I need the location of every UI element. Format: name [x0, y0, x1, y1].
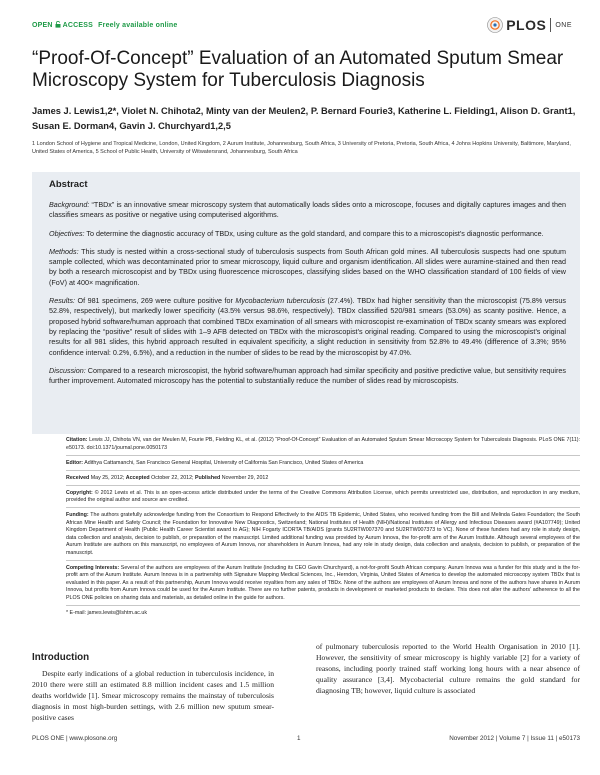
- open-label: OPEN: [32, 22, 53, 29]
- copyright: [66, 490, 580, 505]
- plos-wordmark: PLOS: [506, 17, 547, 33]
- competing-text: Several of the authors are employees of the Aurum Institute (including its CEO Gavin Churchyard), a not-for-profit South African company. Aurum Innova was a funder for this study and is the for-profit arm of the Aurum Institute. Aurum Innova is in a partnership with Signature Mapping Medical Sciences, Inc., Herndon, Virginia, United States of America to develop the automated microscopy system TBDx that is evaluated in this paper. As a result of this partnership, Aurum Innova would receive royalties from any sales of TBDx. None of the authors are employees of Aurum Innova and none of the authors have shares in Aurum Innova, but profits from Aurum Innova could be used for the Aurum Institute. There are no further patents, products in development or marketed products to declare. This does not alter the authors’ adherence to all the PLOS ONE policies on sharing data and materials, as detailed online in the guide for authors.: [66, 564, 580, 601]
- methods-text: This study is nested within a cross-sectional study of tuberculosis suspects from South African gold mines. All tuberculosis suspects had one sputum sample collected, which was decontaminated prior to smear microscopy, liquid culture and organism identification. All slides were auramine-stained and then read by both a research microscopist and by TBDx using fluorescence microscopes, classifying slides based on the WHO classification standard of 100 fields of view (FoV) at 400× magnification.: [49, 246, 566, 287]
- footer-issue: November 2012 | Volume 7 | Issue 11 | e50173: [449, 735, 580, 742]
- access-label: ACCESS: [62, 22, 94, 29]
- affiliations: 1 London School of Hygiene and Tropical Medicine, London, United Kingdom, 2 Aurum Institute, Johannesburg, South Africa, 3 University of Pretoria, Pretoria, South Africa, 4 Johns Hopkins University, Baltimore, Maryland, United States of America, 5 School of Public Health, University of Witwatersrand, Johannesburg, South Africa: [32, 141, 571, 156]
- editor-label: Editor:: [66, 459, 84, 466]
- discussion-text: Compared to a research microscopist, the hybrid software/human approach had similar specificity and positive predictive value, but sensitivity requires further improvement. Automated microscopy has the potential to substantially reduce the number of slides read by microscopists.: [49, 365, 566, 386]
- published-date: November 29, 2012: [220, 474, 269, 481]
- plos-circle-icon: [487, 17, 503, 33]
- background-text: “TBDx” is an innovative smear microscopy system that automatically loads slides onto a microscope, focuses and digitally captures images and then classifies smears as positive or negative using computerised algorithms.: [49, 200, 566, 220]
- objectives-label: Objectives:: [49, 228, 85, 238]
- discussion-label: Discussion:: [49, 365, 86, 375]
- background-label: Background:: [49, 200, 90, 209]
- author-list: James J. Lewis1,2*, Violet N. Chihota2, Minty van der Meulen2, P. Bernard Fourie3, Katherine L. Fielding1, Alison D. Grant1, Susan E. Dorman4, Gavin J. Churchyard1,2,5: [32, 106, 576, 131]
- species-name: Mycobacterium tuberculosis: [235, 296, 325, 306]
- abstract-objectives: [49, 229, 566, 239]
- results-text-a: Of 981 specimens, 269 were culture positive for: [74, 296, 236, 306]
- copyright-text: © 2012 Lewis et al. This is an open-access article distributed under the terms of the Creative Commons Attribution License, which permits unrestricted use, distribution, and reproduction in any medium, provided the original author and source are credited.: [66, 489, 580, 503]
- divider: [66, 470, 580, 471]
- citation-text: Lewis JJ, Chihota VN, van der Meulen M, Fourie PB, Fielding KL, et al. (2012) “Proof-Of-Concept” Evaluation of an Automated Sputum Smear Microscopy System for Tuberculosis Diagnosis. PLoS ONE 7(11): e50173. doi:10.1371/journal.pone.0050173: [66, 437, 580, 451]
- abstract-heading: Abstract: [49, 179, 88, 190]
- abstract-results: [49, 296, 566, 358]
- abstract-box: [32, 172, 580, 434]
- freely-available-label: Freely available online: [98, 22, 178, 29]
- accepted-label: Accepted: [125, 474, 150, 481]
- page-footer: [32, 735, 580, 745]
- received-date: May 25, 2012;: [89, 474, 126, 481]
- editor-text: Adithya Cattamanchi, San Francisco General Hospital, University of California San Francisco, United States of America: [83, 459, 364, 466]
- accepted-date: October 22, 2012;: [149, 474, 195, 481]
- footer-journal: PLOS ONE | www.plosone.org: [32, 735, 118, 742]
- open-lock-icon: [55, 21, 61, 28]
- citation: [66, 437, 580, 452]
- intro-column-left: Despite early indications of a global reduction in tuberculosis incidence, in 2010 there were still an estimated 8.8 million incident cases and 1.5 million deaths worldwide [1]. Smear microscopy remains the mainstay of tuberculosis diagnosis in most high-burden settings, with 2.6 million new sputum smear-positive cases: [32, 669, 274, 722]
- divider: [66, 485, 580, 486]
- open-access-banner: [32, 21, 177, 29]
- published-label: Published: [194, 474, 221, 481]
- divider: [66, 605, 580, 606]
- dates: [66, 475, 580, 483]
- citation-label: Citation:: [66, 437, 88, 443]
- page-number: 1: [297, 735, 301, 742]
- journal-header: [32, 16, 572, 36]
- received-label: Received: [66, 474, 90, 481]
- results-label: Results:: [49, 296, 75, 306]
- methods-label: Methods:: [49, 246, 79, 256]
- article-metadata: [66, 437, 580, 620]
- results-text-b: (27.4%). TBDx had higher sensitivity than the microscopist (75.8% versus 52.8%, respectively), but markedly lower specificity (43.5% versus 98.6%, respectively). TBDx classified 520/981 smears (53.0%) as scanty positive. Hence, a proposed hybrid software/human approach that combined TBDx examination of all smears with microscopist re-examination of TBDx scanty smears was explored by replacing the “positive” result of slides with 1–9 AFB detected on TBDx with the microscopist’s original reading. Compared to using the microscopist’s original results for all 981 slides, this hybrid approach resulted in equivalent specificity, a slight reduction in sensitivity from 52.8% to 49.4% (difference of 3.3%; 95% confidence interval: 0.2%, 6.5%), and a reduction in the number of slides to be read by the microscopist by 47.0%.: [49, 296, 566, 357]
- abstract-discussion: [49, 366, 566, 387]
- introduction-heading: Introduction: [32, 652, 90, 663]
- competing-interests: [66, 565, 580, 603]
- plos-one-logo: [487, 16, 572, 34]
- funding-text: The authors gratefully acknowledge funding from the Consortium to Respond Effectively to the AIDS TB Epidemic, United States, who received funding from the Bill and Melinda Gates Foundation; the South African Mine Health and Safety Council; the Foundation for Innovative New Diagnostics, Switzerland; National Institutes of Health (NIH)/National Institutes of Allergy and Infectious Diseases award (#A107749); United Kingdom Department of Health (Public Health Career Scientist award to AG); NIH Fogarty ICORTA TB/AIDS (grants 5U2RTW007370 and 5U2RTW007373 to VC). None of these funders had any role in study design, data collection and analysis, decision to publish, or preparation of the manuscript. Limited additional funding was provided by Aurum Innova, the for-profit arm of the Aurum Institute. Although several employees of the Aurum Institute are authors on this manuscript, no employees of Aurum Innova, nor shareholders in Aurum Innova, had any role in study design, data collection and analysis, decision to publish, or preparation of the manuscript.: [66, 512, 580, 556]
- article-title: “Proof-Of-Concept” Evaluation of an Automated Sputum Smear Microscopy System for Tuberculosis Diagnosis: [32, 48, 564, 91]
- intro-column-right: of pulmonary tuberculosis reported to the World Health Organisation in 2010 [1]. However, the sensitivity of smear microscopy is highly variable [2] for a variety of reasons, including poorly trained staff working long hours with a near absence of quality assurance [3,4]. Mycobacterial culture remains the gold standard for diagnosing TB; however, liquid culture is associated: [316, 642, 580, 695]
- copyright-label: Copyright:: [66, 489, 93, 496]
- funding-label: Funding:: [66, 512, 89, 518]
- abstract-methods: [49, 247, 566, 288]
- divider: [66, 560, 580, 561]
- funding: [66, 512, 580, 557]
- corresponding-email[interactable]: * E-mail: james.lewis@lshtm.ac.uk: [66, 609, 148, 616]
- divider: [66, 507, 580, 508]
- divider: [66, 455, 580, 456]
- competing-label: Competing Interests:: [66, 564, 120, 571]
- abstract-background: [49, 200, 566, 221]
- editor: [66, 460, 580, 468]
- logo-divider: [550, 18, 551, 32]
- objectives-text: To determine the diagnostic accuracy of TBDx, using culture as the gold standard, and compare this to a microscopist’s diagnostic performance.: [84, 228, 544, 238]
- journal-name: ONE: [555, 21, 572, 29]
